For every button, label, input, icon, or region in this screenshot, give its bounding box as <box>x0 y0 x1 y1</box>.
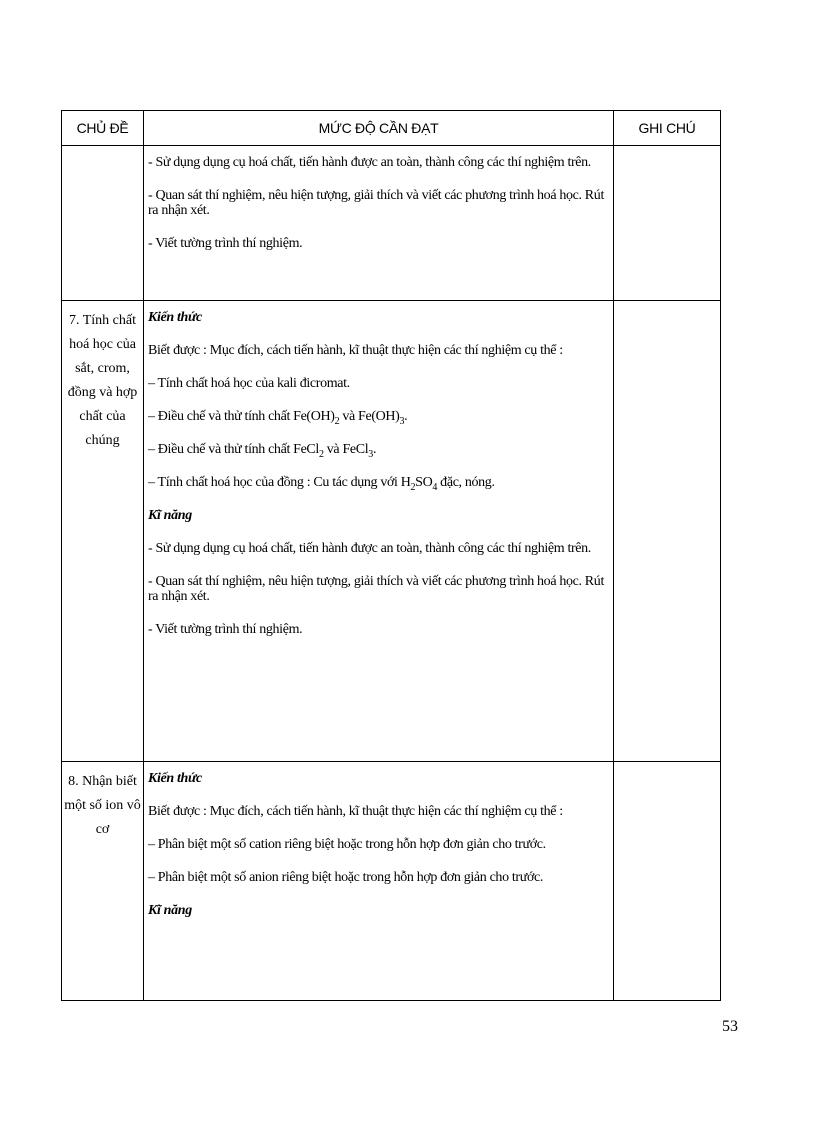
curriculum-table <box>61 110 721 1001</box>
content-cell <box>144 146 614 301</box>
skills-heading: Kĩ năng <box>148 903 192 918</box>
knowledge-line: – Điều chế và thử tính chất FeCl$_2$ và FeCl$_3$. <box>148 442 377 460</box>
header-topic: CHỦ ĐỀ <box>62 111 144 146</box>
knowledge-line: Biết được : Mục đích, cách tiến hành, kĩ thuật thực hiện các thí nghiệm cụ thể : <box>148 804 563 819</box>
table-row <box>62 146 721 301</box>
knowledge-heading: Kiến thức <box>148 771 202 786</box>
notes-cell <box>614 762 721 1001</box>
knowledge-line: – Tính chất hoá học của đồng : Cu tác dụng với $H_2SO_4$ đặc, nóng. <box>148 475 495 493</box>
header-notes: GHI CHÚ <box>614 111 721 146</box>
content-cell <box>144 762 614 1001</box>
notes-cell <box>614 301 721 762</box>
skill-line: - Quan sát thí nghiệm, nêu hiện tượng, giải thích và viết các phương trình hoá học. Rút ra nhận xét. <box>148 188 604 218</box>
skills-heading: Kĩ năng <box>148 508 192 523</box>
table-row <box>62 762 721 1001</box>
knowledge-heading: Kiến thức <box>148 310 202 325</box>
skill-line: - Sử dụng dụng cụ hoá chất, tiến hành được an toàn, thành công các thí nghiệm trên. <box>148 541 591 556</box>
skill-line: - Viết tường trình thí nghiệm. <box>148 236 303 251</box>
knowledge-line: Biết được : Mục đích, cách tiến hành, kĩ thuật thực hiện các thí nghiệm cụ thể : <box>148 343 563 358</box>
skill-line: - Quan sát thí nghiệm, nêu hiện tượng, giải thích và viết các phương trình hoá học. Rút ra nhận xét. <box>148 574 604 604</box>
header-level: MỨC ĐỘ CẦN ĐẠT <box>144 111 614 146</box>
skill-line: - Sử dụng dụng cụ hoá chất, tiến hành được an toàn, thành công các thí nghiệm trên. <box>148 155 591 170</box>
topic-cell: 7. Tính chất hoá học của sắt, crom, đồng và hợp chất của chúng <box>62 301 144 762</box>
knowledge-line: – Phân biệt một số cation riêng biệt hoặc trong hỗn hợp đơn giản cho trước. <box>148 837 546 852</box>
knowledge-line: – Điều chế và thử tính chất $Fe(OH)_2$ và $Fe(OH)_3$. <box>148 409 408 427</box>
header-row <box>62 111 721 146</box>
topic-cell: 8. Nhận biết một số ion vô cơ <box>62 762 144 1001</box>
notes-cell <box>614 146 721 301</box>
table-row <box>62 301 721 762</box>
knowledge-line: – Tính chất hoá học của kali đicromat. <box>148 376 350 391</box>
skill-line: - Viết tường trình thí nghiệm. <box>148 622 303 637</box>
knowledge-line: – Phân biệt một số anion riêng biệt hoặc trong hỗn hợp đơn giản cho trước. <box>148 870 544 885</box>
topic-cell <box>62 146 144 301</box>
content-cell <box>144 301 614 762</box>
page-number: 53 <box>722 1018 738 1035</box>
